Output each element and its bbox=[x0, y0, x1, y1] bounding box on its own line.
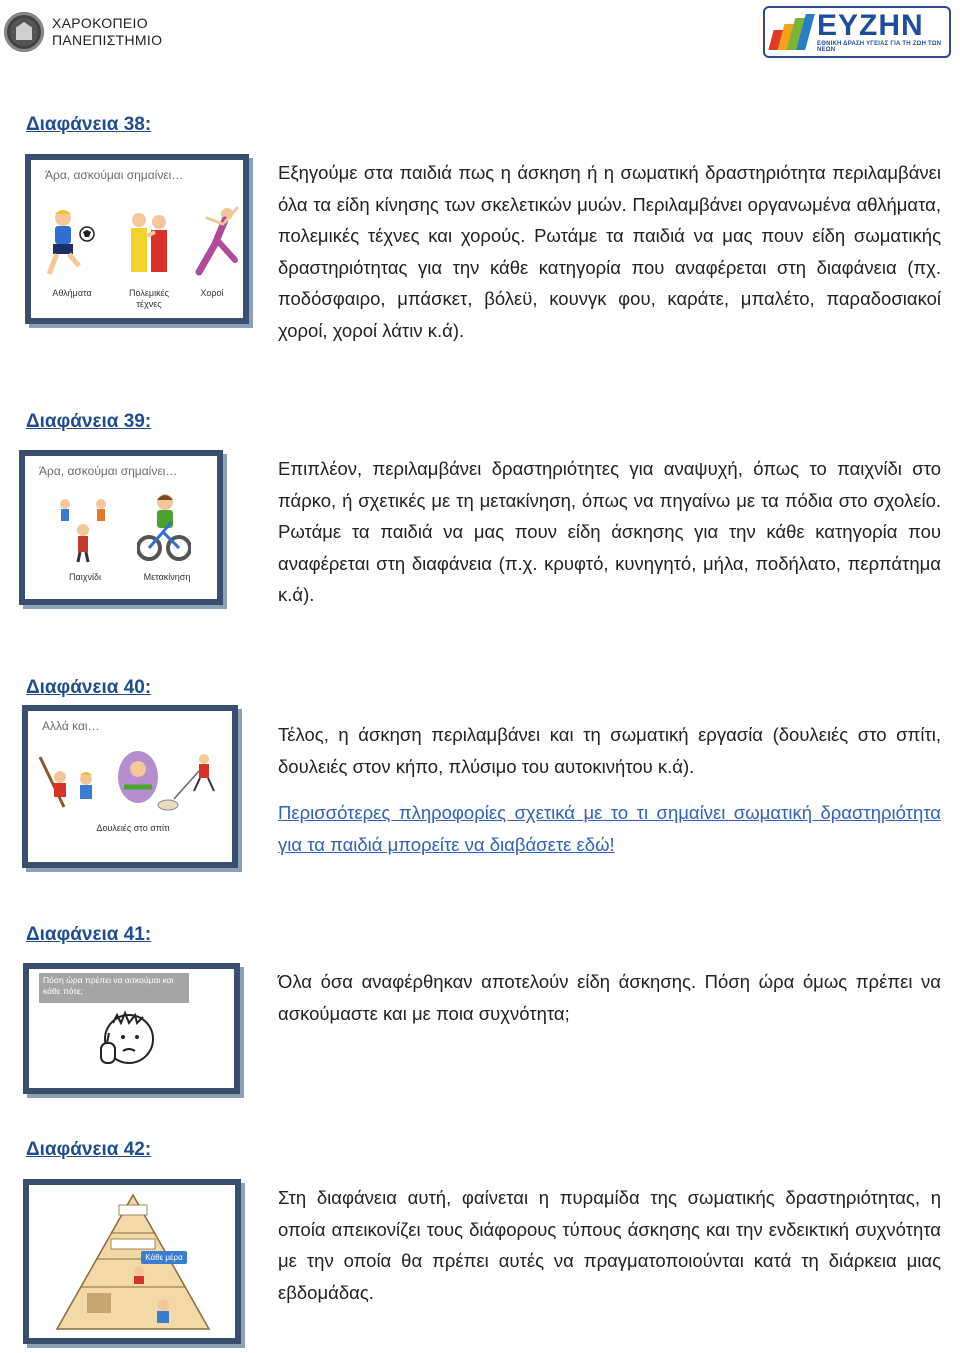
university-seal-icon bbox=[4, 12, 44, 52]
program-figures-icon bbox=[769, 12, 813, 52]
thinking-kid-icon bbox=[93, 1009, 163, 1079]
section-paragraph-38: Εξηγούμε στα παιδιά πως η άσκηση ή η σωματική δραστηριότητα περιλαμβάνει όλα τα είδη κίνησης των σκελετικών μυών. Περιλαμβάνει οργανωμένα αθλήματα, πολεμικές τέχνες και χορούς. Ρωτάμε τα παιδιά να μας πουν είδη σωματικής δραστηριότητας για την κάθε κατηγορία που αναφέρεται στη διαφάνεια (πχ. ποδόσφαιρο, μπάσκετ, βόλεϋ, κουνγκ φου, καράτε, μπαλέτο, παραδοσιακοί χοροί, χοροί λάτιν κ.ά). bbox=[278, 162, 941, 341]
section-heading-38: Διαφάνεια 38: bbox=[26, 114, 152, 135]
slide-label-martial-arts: Πολεμικές τέχνες bbox=[129, 288, 169, 309]
section-heading-41: Διαφάνεια 41: bbox=[26, 924, 152, 945]
university-name bbox=[52, 15, 162, 49]
dancer-icon bbox=[191, 204, 241, 284]
slide-title: Αλλά και… bbox=[42, 719, 100, 733]
section-paragraph-39: Επιπλέον, περιλαμβάνει δραστηριότητες για αναψυχή, όπως το παιχνίδι στο πάρκο, ή σχετικές με τη μετακίνηση, όπως να πηγαίνω με τα πόδια στο σχολείο. Ρωτάμε τα παιδιά να μας πουν είδη άσκησης για την κάθε κατηγορία που αναφέρεται στη διαφάνεια (π.χ. κρυφτό, κυνηγητό, μήλα, ποδήλατο, περπάτημα κ.ά). bbox=[278, 458, 941, 605]
section-paragraph-41: Όλα όσα αναφέρθηκαν αποτελούν είδη άσκησης. Πόση ώρα όμως πρέπει να ασκούμαστε και με ποια συχνότητα; bbox=[278, 971, 941, 1024]
slide-thumbnail-40 bbox=[22, 705, 238, 868]
slide-thumbnail-38 bbox=[25, 154, 249, 324]
slide-label-housework: Δουλειές στο σπίτι bbox=[96, 823, 170, 833]
slide-title: Άρα, ασκούμαι σημαίνει… bbox=[45, 168, 184, 182]
slide-title: Πόση ώρα πρέπει να ασκούμαι και κάθε πότε; bbox=[43, 975, 174, 996]
section-heading-40: Διαφάνεια 40: bbox=[26, 677, 152, 698]
soccer-kids-icon bbox=[45, 208, 97, 280]
slide-thumbnail-39 bbox=[19, 450, 223, 605]
slide-label-dances: Χοροί bbox=[200, 288, 224, 298]
chores-kids-icon bbox=[34, 747, 232, 817]
more-info-link[interactable]: Περισσότερες πληροφορίες σχετικά με το τι σημαίνει σωματική δραστηριότητα για τα παιδιά μπορείτε να διαβάσετε εδώ! bbox=[278, 802, 941, 855]
program-logo bbox=[763, 6, 951, 58]
activity-pyramid-icon bbox=[53, 1193, 213, 1333]
martial-arts-kids-icon bbox=[123, 210, 175, 280]
slide-label-sports: Αθλήματα bbox=[52, 288, 92, 298]
slide-thumbnail-41 bbox=[23, 963, 240, 1094]
slide-label-every-day: Κάθε μέρα bbox=[145, 1253, 183, 1262]
program-title: ΕΥΖΗΝ bbox=[817, 9, 924, 42]
playing-kids-icon bbox=[55, 494, 115, 564]
section-heading-39: Διαφάνεια 39: bbox=[26, 411, 152, 432]
section-paragraph-40: Τέλος, η άσκηση περιλαμβάνει και τη σωματική εργασία (δουλειές στο σπίτι, δουλειές στον κήπο, πλύσιμο του αυτοκινήτου κ.ά). bbox=[278, 724, 941, 777]
slide-thumbnail-42 bbox=[23, 1179, 241, 1344]
university-logo bbox=[4, 8, 174, 56]
section-heading-42: Διαφάνεια 42: bbox=[26, 1139, 152, 1160]
program-subtitle: ΕΘΝΙΚΗ ΔΡΑΣΗ ΥΓΕΙΑΣ ΓΙΑ ΤΗ ΖΩΗ ΤΩΝ ΝΕΩΝ bbox=[817, 41, 942, 53]
cycling-kid-icon bbox=[137, 492, 191, 564]
section-paragraph-42: Στη διαφάνεια αυτή, φαίνεται η πυραμίδα της σωματικής δραστηριότητας, η οποία απεικονίζει τους διάφορους τύπους άσκησης και την ενδεικτική συχνότητα με την οποία θα πρέπει αυτές να πραγματοποιούνται κατά τη διάρκεια μιας εβδομάδας. bbox=[278, 1187, 941, 1303]
university-name-line1: ΧΑΡΟΚΟΠΕΙΟ bbox=[52, 15, 148, 31]
slide-title: Άρα, ασκούμαι σημαίνει… bbox=[39, 464, 178, 478]
slide-label-commuting: Μετακίνηση bbox=[143, 572, 191, 582]
university-name-line2: ΠΑΝΕΠΙΣΤΗΜΙΟ bbox=[52, 32, 163, 48]
slide-label-play: Παιχνίδι bbox=[69, 572, 101, 582]
